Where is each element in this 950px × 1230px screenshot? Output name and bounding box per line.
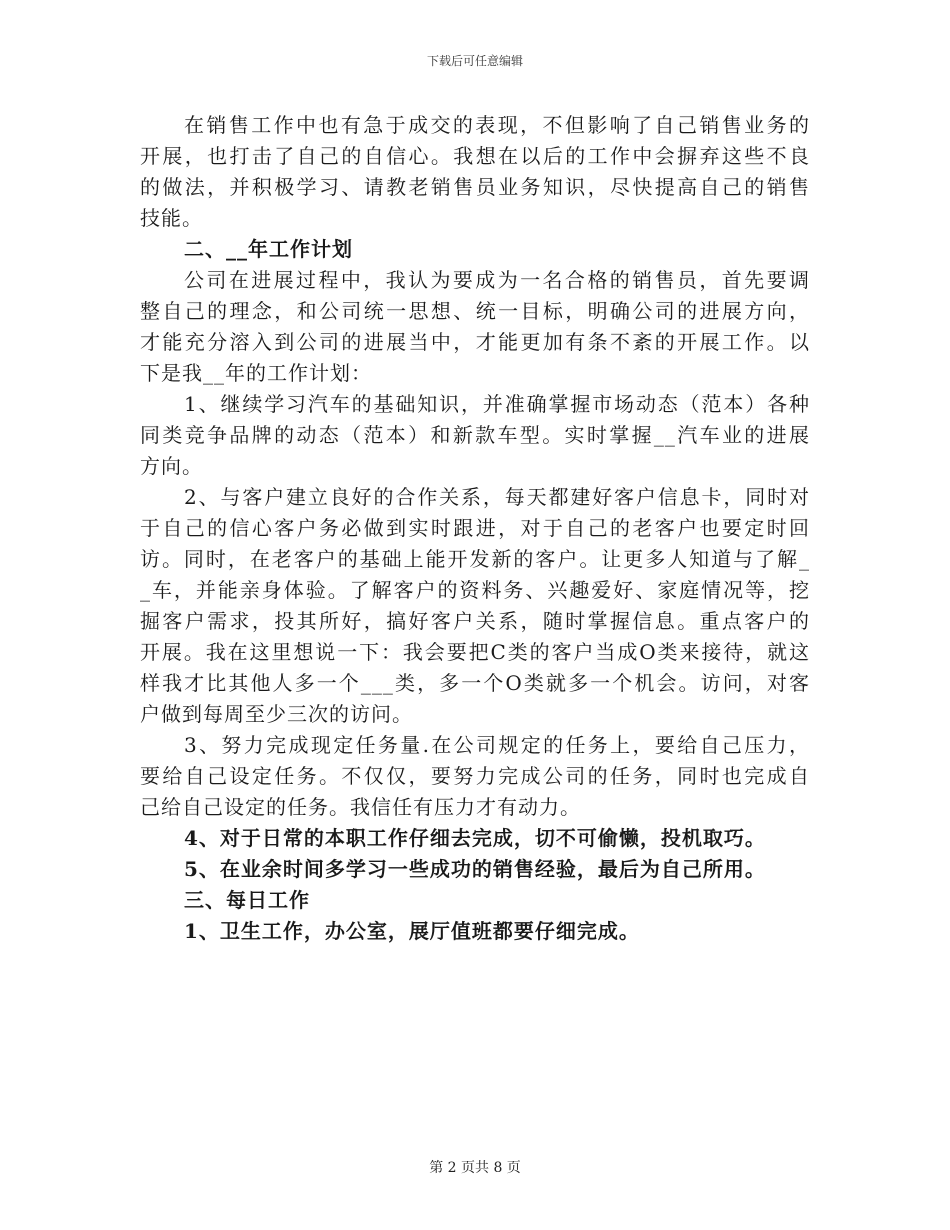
text-line: 在销售工作中也有急于成交的表现，不但影响了自己销售业务的 (184, 113, 810, 137)
text-line: 2、与客户建立良好的合作关系，每天都建好客户信息卡，同时对 (184, 485, 810, 509)
text-line: 1、继续学习汽车的基础知识，并准确掌握市场动态（范本）各种 (184, 392, 810, 416)
paragraph (140, 730, 810, 823)
text-line: 于自己的信心客户务必做到实时跟进，对于自己的老客户也要定时回 (140, 516, 810, 540)
document-body (140, 110, 810, 947)
text-line: 下是我__年的工作计划： (140, 361, 372, 385)
paragraph (140, 265, 810, 389)
text-line: 开展。我在这里想说一下：我会要把C类的客户当成O类来接待，就这 (140, 640, 810, 664)
paragraph (140, 854, 810, 885)
text-line: 户做到每周至少三次的访问。 (140, 702, 413, 726)
text-line: 整自己的理念，和公司统一思想、统一目标，明确公司的进展方向， (140, 299, 810, 323)
paragraph (140, 823, 810, 854)
text-line: 二、__年工作计划 (184, 237, 353, 261)
text-line: 要给自己设定任务。不仅仅，要努力完成公司的任务，同时也完成自 (140, 764, 810, 788)
text-line: 的做法，并积极学习、请教老销售员业务知识，尽快提高自己的销售 (140, 175, 810, 199)
page-header: 下载后可任意编辑 (426, 54, 523, 68)
paragraph (140, 916, 810, 947)
text-line: 访。同时，在老客户的基础上能开发新的客户。让更多人知道与了解_ (140, 547, 810, 571)
text-line: 5、在业余时间多学习一些成功的销售经验，最后为自己所用。 (184, 857, 766, 881)
text-line: 3、努力完成现定任务量.在公司规定的任务上，要给自己压力， (184, 733, 810, 757)
text-line: 4、对于日常的本职工作仔细去完成，切不可偷懒，投机取巧。 (184, 826, 766, 850)
text-line: 才能充分溶入到公司的进展当中，才能更加有条不紊的开展工作。以 (140, 330, 810, 354)
text-line: 掘客户需求，投其所好，搞好客户关系，随时掌握信息。重点客户的 (140, 609, 810, 633)
text-line: 开展，也打击了自己的自信心。我想在以后的工作中会摒弃这些不良 (140, 144, 810, 168)
paragraph (140, 389, 810, 482)
text-line: 方向。 (140, 454, 203, 478)
text-line: 同类竞争品牌的动态（范本）和新款车型。实时掌握__汽车业的进展 (140, 423, 810, 447)
paragraph (140, 482, 810, 730)
paragraph (140, 110, 810, 234)
page-footer: 第 2 页共 8 页 (429, 1160, 521, 1176)
text-line: _车，并能亲身体验。了解客户的资料务、兴趣爱好、家庭情况等，挖 (140, 578, 810, 602)
text-line: 样我才比其他人多一个___类，多一个O类就多一个机会。访问，对客 (140, 671, 810, 695)
text-line: 己给自己设定的任务。我信任有压力才有动力。 (140, 795, 581, 819)
section-heading (140, 234, 810, 265)
text-line: 1、卫生工作，办公室，展厅值班都要仔细完成。 (184, 919, 640, 943)
text-line: 技能。 (140, 206, 203, 230)
text-line: 三、每日工作 (184, 888, 310, 912)
section-heading (140, 885, 810, 916)
text-line: 公司在进展过程中，我认为要成为一名合格的销售员，首先要调 (184, 268, 810, 292)
